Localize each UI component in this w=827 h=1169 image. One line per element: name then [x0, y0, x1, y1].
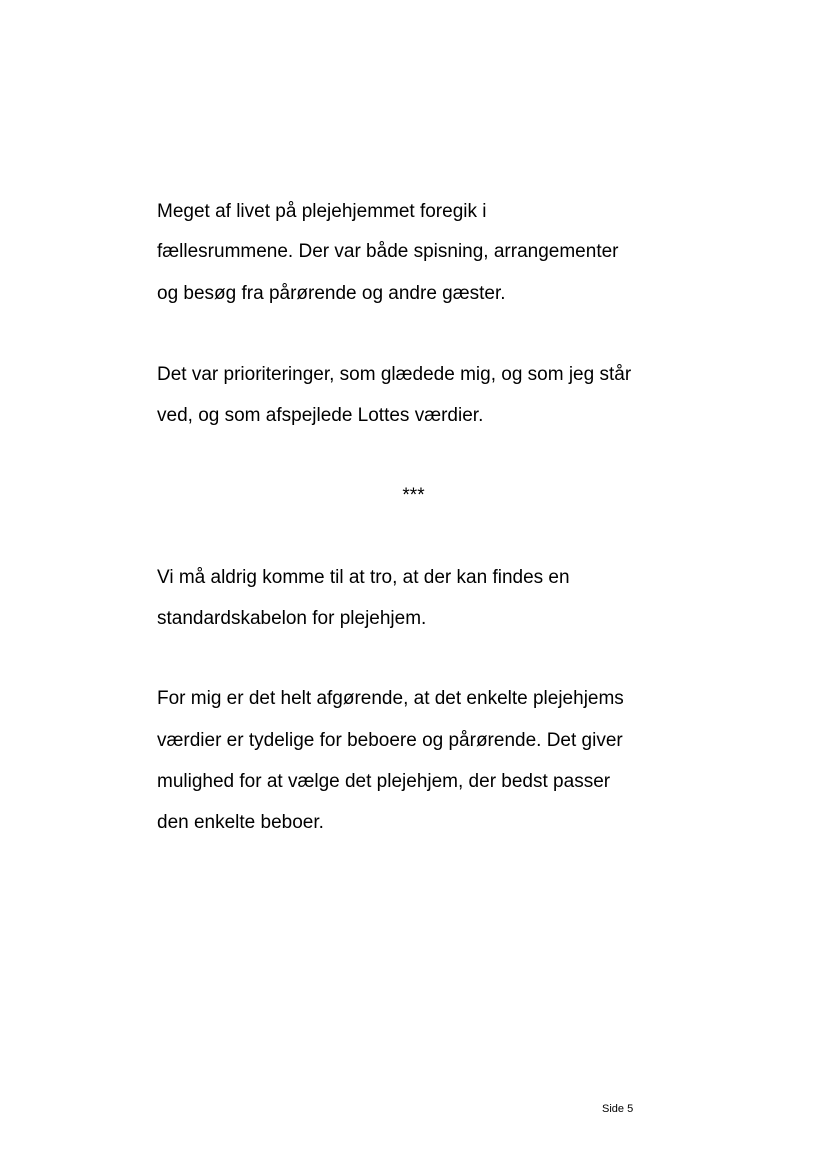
paragraph-line: den enkelte beboer. — [157, 812, 324, 833]
paragraph-line: For mig er det helt afgørende, at det enkelte plejehjems — [157, 688, 624, 709]
paragraph-line: standardskabelon for plejehjem. — [157, 608, 427, 629]
paragraph-line: og besøg fra pårørende og andre gæster. — [157, 283, 506, 304]
paragraph-line: Det var prioriteringer, som glædede mig, og som jeg står — [157, 364, 632, 385]
paragraph-line: mulighed for at vælge det plejehjem, der bedst passer — [157, 771, 611, 792]
paragraph-line: Vi må aldrig komme til at tro, at der kan findes en — [157, 567, 570, 588]
section-divider: *** — [402, 485, 425, 506]
page-number: Side 5 — [602, 1103, 634, 1115]
paragraph-line: fællesrummene. Der var både spisning, arrangementer — [157, 241, 619, 262]
paragraph-line: ved, og som afspejlede Lottes værdier. — [157, 405, 484, 426]
paragraph-line: Meget af livet på plejehjemmet foregik i — [157, 201, 487, 222]
paragraph-line: værdier er tydelige for beboere og pårørende. Det giver — [157, 730, 623, 751]
